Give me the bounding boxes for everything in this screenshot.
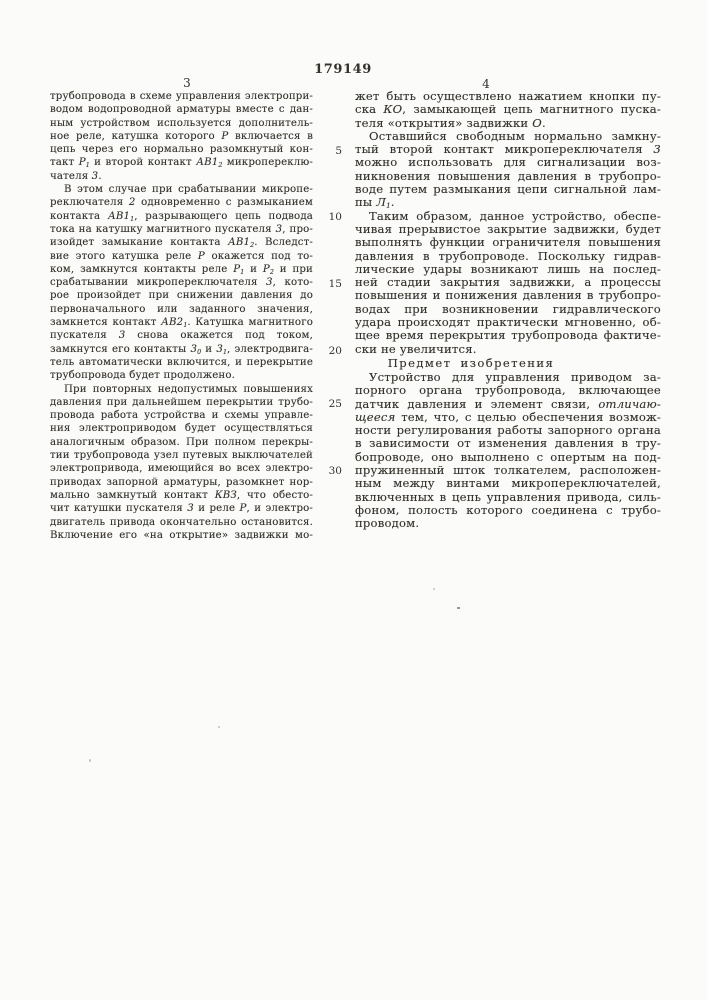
text-line: ным устройством используется дополнитель-	[50, 117, 313, 129]
text-line: давления в трубопроводе. Поскольку гидрав-	[355, 248, 661, 263]
text-line: давления при дальнейшем перекрытии трубо-	[50, 396, 313, 408]
text-line: В этом случае при срабатывании микропе-	[64, 184, 313, 196]
text-line: Оставшийся свободным нормально замкну-	[369, 128, 661, 143]
text-line: удара происходят практически мгновенно, об-	[355, 315, 661, 330]
text-line: тока на катушку магнитного пускателя 3, про-	[50, 223, 313, 235]
text-line: приводах запорной арматуры, разомкнет нор-	[50, 476, 313, 488]
gutter-line-number-10: 10	[328, 211, 342, 223]
text-line: в зависимости от изменения давления в тру-	[355, 436, 661, 451]
text-line: ски не увеличится.	[355, 341, 477, 356]
text-line: ное реле, катушка которого Р включается в	[50, 130, 313, 142]
text-line: пружиненный шток толкателем, расположен-	[355, 463, 661, 478]
text-line: повышения и понижения давления в трубопро-	[355, 288, 661, 303]
text-line: Включение его «на открытие» задвижки мо-	[50, 529, 313, 541]
text-line: ком, замкнутся контакты реле $Р_1$ и $Р_2$ и при	[50, 263, 313, 276]
right-text-column	[355, 90, 661, 356]
text-line: ния электроприводом будет осуществляться	[50, 423, 313, 435]
text-line: воде путем размыкания цепи сигнальной лам-	[355, 182, 661, 197]
text-line: тель автоматически включится, и перекрытие	[50, 356, 313, 368]
text-line: тый второй контакт микропереключателя 3	[355, 142, 661, 157]
text-line: провода работа устройства и схемы управле-	[50, 410, 313, 422]
text-line: лические удары возникают лишь на послед-	[355, 261, 661, 276]
page-number-left: 3	[183, 76, 191, 90]
text-line: включенных в цепь управления привода, силь-	[355, 489, 661, 504]
text-line: пускателя 3 снова окажется под током,	[50, 330, 314, 342]
text-line: пы $Л_1$.	[355, 195, 395, 211]
text-line: щее время перекрытия трубопровода фактиче-	[355, 328, 661, 343]
text-line: замкнется контакт $АВ2_1$. Катушка магнитного	[50, 317, 313, 329]
scan-speck	[218, 726, 220, 728]
text-line: двигатель привода окончательно остановится.	[50, 516, 313, 528]
text-line: ней стадии закрытия задвижки, а процессы	[355, 275, 661, 290]
text-line: проводом.	[355, 516, 420, 531]
text-line: такт $Р_1$ и второй контакт $АВ1_2$ микропереклю-	[50, 157, 313, 170]
text-line: срабатывании микропереключателя 3, кото-	[50, 277, 313, 289]
text-line: чивая прерывистое закрытие задвижки, будет	[355, 221, 661, 236]
text-line: порного органа трубопровода, включающее	[355, 383, 661, 398]
text-line: ным между винтами микропереключателей,	[355, 476, 661, 491]
text-line: тии трубопровода узел путевых выключателей	[50, 450, 313, 462]
text-line: выполнять функции ограничителя повышения	[355, 235, 661, 250]
gutter-line-number-15: 15	[328, 278, 342, 290]
gutter-line-number-5: 5	[335, 145, 342, 157]
text-line: замкнутся его контакты $3_0$ и $3_1$, электродвига-	[50, 343, 313, 356]
text-line: можно использовать для сигнализации воз-	[355, 155, 661, 170]
text-line: ска КО, замыкающей цепь магнитного пуска-	[355, 102, 661, 117]
text-line: Таким образом, данное устройство, обеспе-	[369, 208, 661, 223]
text-line: щееся тем, что, с целью обеспечения возмож-	[355, 409, 661, 424]
text-line: контакта $АВ1_1$, разрывающего цепь подвода	[50, 210, 313, 223]
text-line: бопроводе, оно выполнено с опертым на под-	[355, 449, 661, 464]
text-line: чит катушки пускателя 3 и реле Р, и электро-	[50, 503, 313, 515]
text-line: водах при возникновении гидравлического	[355, 301, 661, 316]
text-line: водом водопроводной арматуры вместе с дан-	[50, 104, 313, 116]
text-line: реключателя 2 одновременно с размыканием	[50, 197, 313, 209]
patent-number: 179149	[314, 62, 372, 77]
text-line: изойдет замыкание контакта $АВ1_2$. Вследст-	[50, 237, 313, 250]
scan-speck	[89, 759, 91, 762]
text-line: трубопровода будет продолжено.	[50, 370, 236, 382]
text-line: жет быть осуществлено нажатием кнопки пу-	[355, 89, 661, 103]
text-line: никновения повышения давления в трубопро-	[355, 168, 661, 183]
text-line: цепь через его нормально разомкнутый кон-	[50, 144, 313, 156]
text-line: При повторных недопустимых повышениях	[64, 383, 313, 395]
text-line: фоном, полость которого соединена с трубо-	[355, 502, 661, 517]
left-text-column	[50, 90, 313, 542]
scan-speck	[457, 607, 460, 609]
gutter-line-number-30: 30	[328, 465, 342, 477]
text-line: Устройство для управления приводом за-	[369, 370, 661, 384]
text-line: вие этого катушка реле Р окажется под то-	[50, 250, 314, 262]
gutter-line-number-20: 20	[328, 345, 342, 357]
claim-section-heading: Предмет изобретения	[387, 356, 555, 370]
text-line: чателя 3.	[50, 170, 102, 182]
claim-text-column	[355, 371, 661, 531]
gutter-line-number-25: 25	[328, 398, 342, 410]
text-line: аналогичным образом. При полном перекры-	[50, 436, 313, 448]
text-line: трубопровода в схеме управления электропри-	[50, 91, 313, 102]
page-number-right: 4	[482, 77, 490, 91]
text-line: ности регулирования работы запорного органа	[355, 423, 661, 438]
scan-speck	[433, 588, 435, 590]
text-line: первоначального или заданного значения,	[50, 303, 313, 315]
text-line: теля «открытия» задвижки О.	[355, 115, 546, 130]
text-line: мально замкнутый контакт КВЗ, что обесто-	[50, 489, 313, 501]
text-line: электропривода, имеющийся во всех электро-	[50, 463, 313, 475]
text-line: рое произойдет при снижении давления до	[50, 290, 313, 302]
text-line: датчик давления и элемент связи, отличаю-	[355, 396, 661, 411]
